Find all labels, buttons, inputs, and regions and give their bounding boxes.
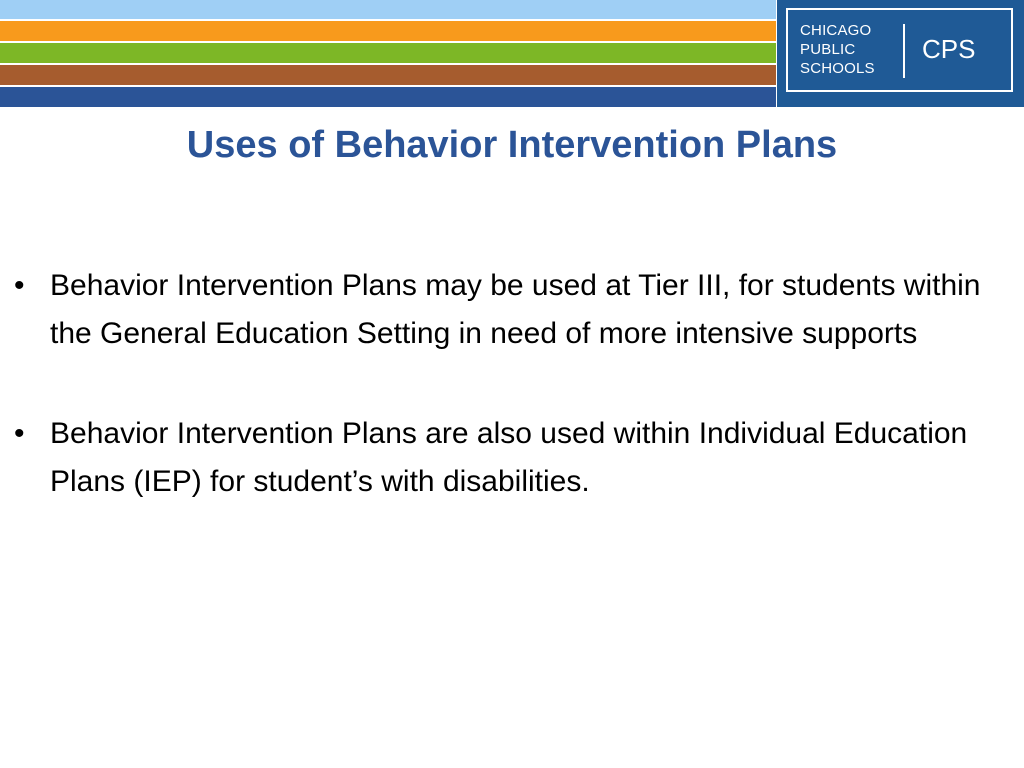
header-stripes (0, 0, 776, 107)
logo-line-schools: SCHOOLS (800, 60, 875, 77)
bullet-text: Behavior Intervention Plans are also used within Individual Education Plans (IEP) for student’s with disabilities. (50, 417, 968, 498)
cps-logo (777, 0, 1024, 107)
bullet-item (14, 262, 1004, 358)
header-stripe-dark-blue (0, 87, 776, 107)
bullet-icon: • (14, 269, 25, 302)
bullet-icon: • (14, 417, 25, 450)
header-stripe-brown (0, 65, 776, 85)
header-stripe-light-blue (0, 0, 776, 19)
header-stripe-green (0, 43, 776, 63)
logo-divider (903, 24, 905, 78)
bullet-item (14, 410, 1004, 506)
slide-title: Uses of Behavior Intervention Plans (186, 124, 838, 166)
bullet-text: Behavior Intervention Plans may be used at Tier III, for students within the General Education Setting in need of more intensive supports (50, 269, 981, 350)
logo-abbrev: CPS (922, 34, 976, 64)
logo-frame (786, 8, 1013, 92)
header-stripe-orange (0, 21, 776, 41)
logo-wordmark (800, 21, 875, 78)
bullet-list (14, 262, 1004, 558)
logo-line-chicago: CHICAGO (800, 22, 872, 39)
logo-line-public: PUBLIC (800, 41, 856, 58)
